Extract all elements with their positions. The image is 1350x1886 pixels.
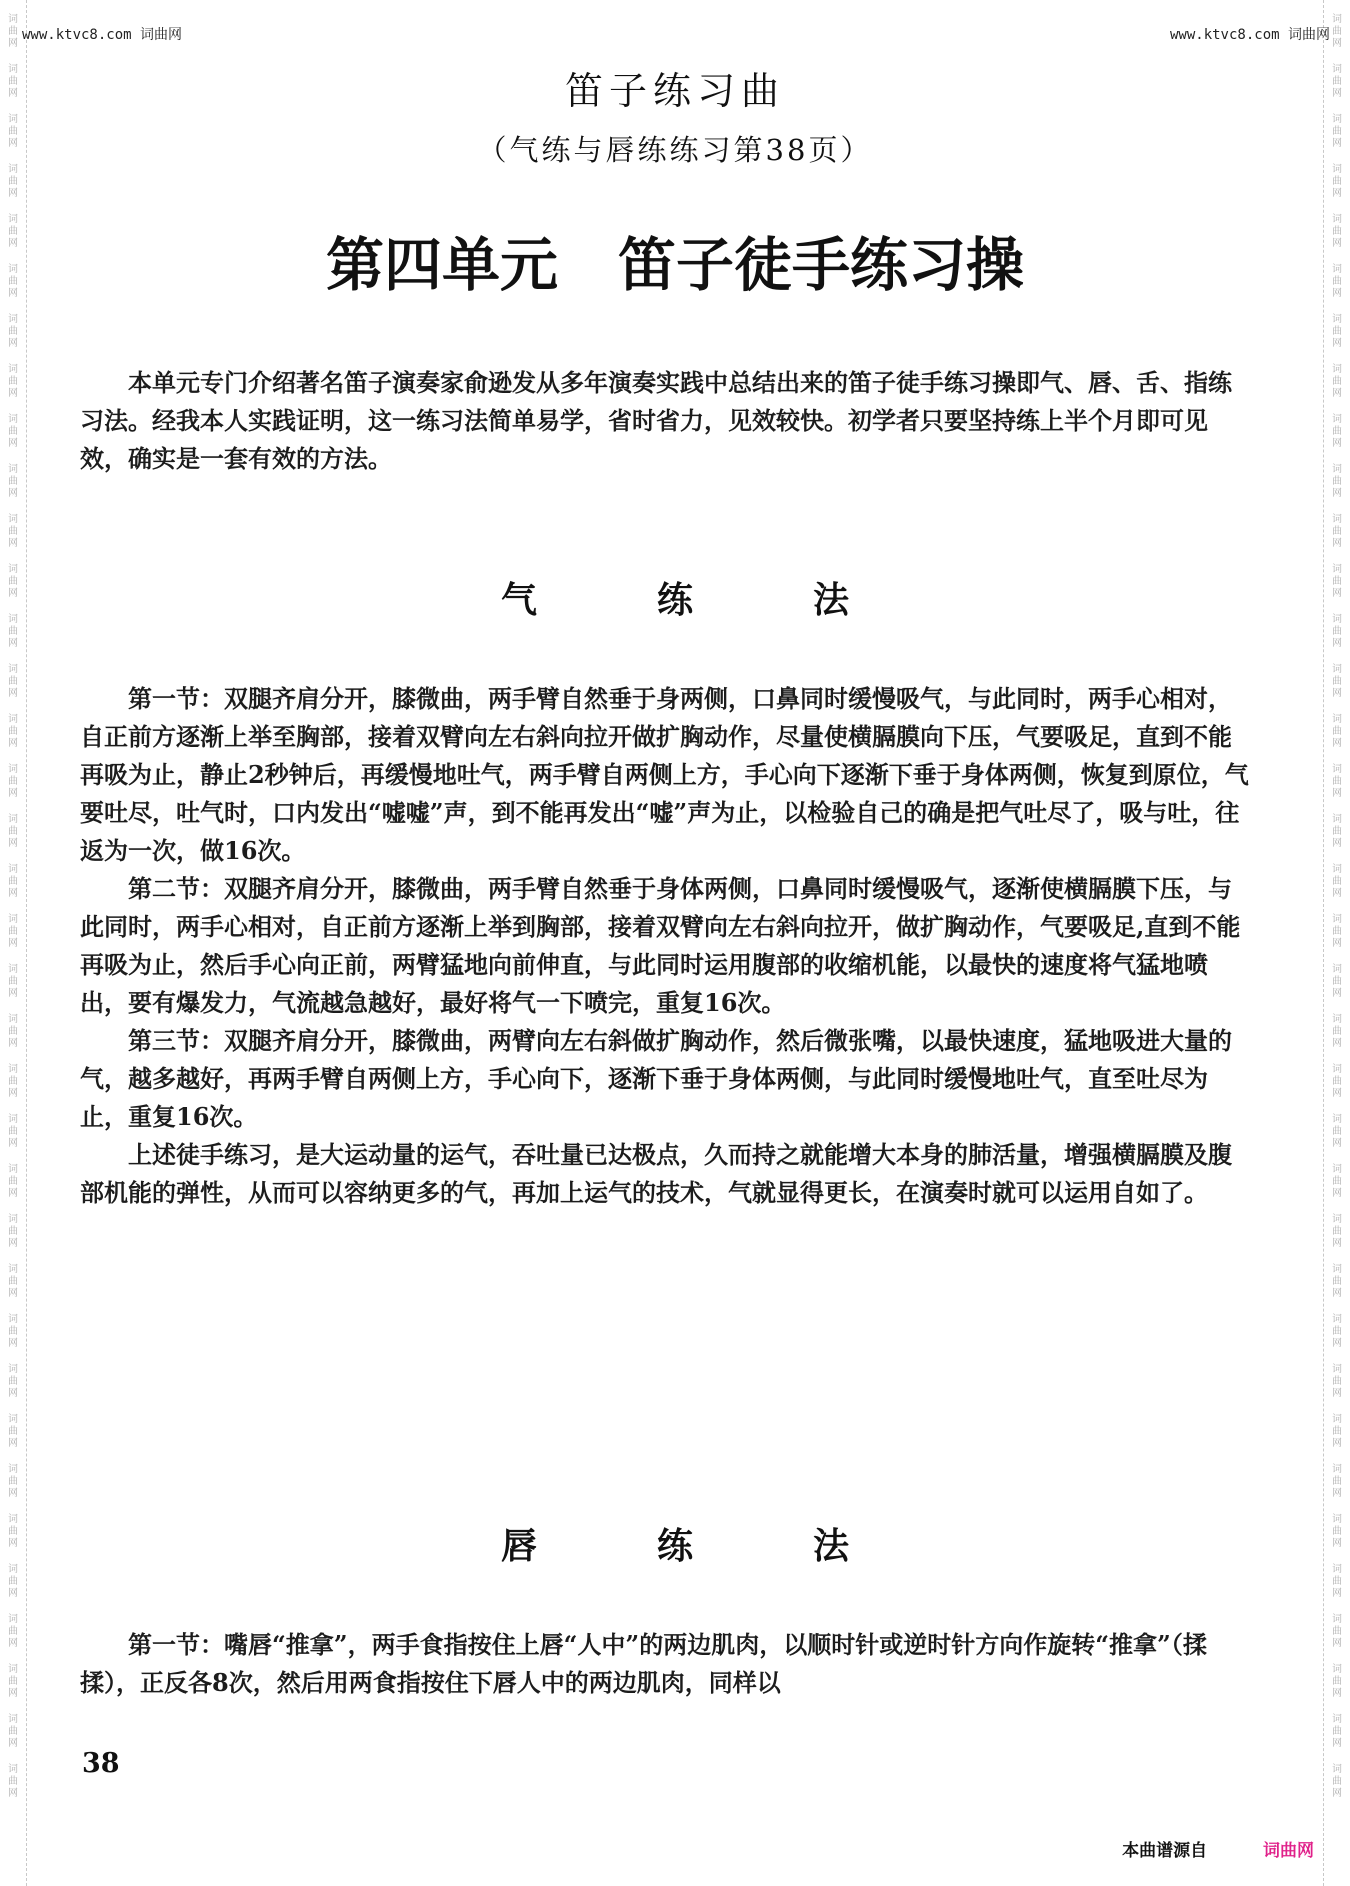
watermark-mark: 词 曲 网 xyxy=(8,564,18,599)
watermark-mark: 词 曲 网 xyxy=(8,1364,18,1399)
watermark-mark: 词 曲 网 xyxy=(1332,1714,1342,1749)
watermark-mark: 词 曲 网 xyxy=(8,1614,18,1649)
watermark-mark: 词 曲 网 xyxy=(1332,814,1342,849)
watermark-mark: 词 曲 网 xyxy=(8,1714,18,1749)
watermark-mark: 词 曲 网 xyxy=(8,1314,18,1349)
watermark-mark: 词 曲 网 xyxy=(1332,414,1342,449)
watermark-mark: 词 曲 网 xyxy=(8,514,18,549)
watermark-mark: 词 曲 网 xyxy=(1332,964,1342,999)
watermark-mark: 词 曲 网 xyxy=(1332,614,1342,649)
watermark-mark: 词 曲 网 xyxy=(8,1514,18,1549)
watermark-mark: 词 曲 网 xyxy=(1332,264,1342,299)
section-heading-lip: 唇练法 xyxy=(500,1525,969,1567)
watermark-mark: 词 曲 网 xyxy=(8,1564,18,1599)
watermark-mark: 词 曲 网 xyxy=(1332,714,1342,749)
watermark-mark: 词 曲 网 xyxy=(8,764,18,799)
watermark-mark: 词 曲 网 xyxy=(1332,1614,1342,1649)
watermark-mark: 词 曲 网 xyxy=(1332,1514,1342,1549)
watermark-mark: 词 曲 网 xyxy=(8,1414,18,1449)
watermark-mark: 词 曲 网 xyxy=(8,264,18,299)
watermark-mark: 词 曲 网 xyxy=(8,114,18,149)
header-watermark-left: www.ktvc8.com 词曲网 xyxy=(22,27,183,43)
unit-label: 第四单元 xyxy=(325,231,558,299)
paragraph: 第一节：嘴唇“推拿”，两手食指按住上唇“人中”的两边肌肉，以顺时针或逆时针方向作旋转“推拿”（揉揉），正反各8次，然后用两食指按住下唇人中的两边肌肉，同样以 xyxy=(80,1630,1207,1697)
section-heading-qi: 气练法 xyxy=(500,579,969,621)
watermark-mark: 词 曲 网 xyxy=(1332,1414,1342,1449)
watermark-mark: 词 曲 网 xyxy=(1332,1064,1342,1099)
watermark-mark: 词 曲 网 xyxy=(8,1464,18,1499)
watermark-mark: 词 曲 网 xyxy=(1332,164,1342,199)
paragraph: 上述徒手练习，是大运动量的运气，吞吐量已达极点，久而持之就能增大本身的肺活量，增强横膈膜及腹部机能的弹性，从而可以容纳更多的气，再加上运气的技术，气就显得更长，在演奏时就可以运用自如了。 xyxy=(80,1140,1232,1207)
footer-source xyxy=(1122,1836,1314,1861)
document-title: 笛子练习曲 xyxy=(564,69,785,113)
watermark-mark: 词 曲 网 xyxy=(1332,1764,1342,1799)
section-lip-body xyxy=(80,1626,1250,1702)
watermark-mark: 词 曲 网 xyxy=(1332,664,1342,699)
watermark-mark: 词 曲 网 xyxy=(8,414,18,449)
unit-title: 笛子徒手练习操 xyxy=(618,231,1025,299)
watermark-mark: 词 曲 网 xyxy=(8,14,18,49)
watermark-mark: 词 曲 网 xyxy=(1332,214,1342,249)
paragraph: 第一节：双腿齐肩分开，膝微曲，两手臂自然垂于身两侧，口鼻同时缓慢吸气，与此同时，两手心相对，自正前方逐渐上举至胸部，接着双臂向左右斜向拉开做扩胸动作，尽量使横膈膜向下压，气要吸足，直到不能再吸为止，静止2秒钟后，再缓慢地吐气，两手臂自两侧上方，手心向下逐渐下垂于身体两侧，恢复到原位，气要吐尽，吐气时，口内发出“嘘嘘”声，到不能再发出“嘘”声为止，以检验自己的确是把气吐尽了，吸与吐，往返为一次，做16次。 xyxy=(80,684,1249,865)
watermark-mark: 词 曲 网 xyxy=(8,1764,18,1799)
watermark-mark: 词 曲 网 xyxy=(1332,1564,1342,1599)
watermark-mark: 词 曲 网 xyxy=(1332,14,1342,49)
watermark-mark: 词 曲 网 xyxy=(1332,914,1342,949)
document-subtitle: （气练与唇练练习第38页） xyxy=(477,133,873,167)
watermark-mark: 词 曲 网 xyxy=(8,364,18,399)
watermark-mark: 词 曲 网 xyxy=(8,1214,18,1249)
watermark-mark: 词 曲 网 xyxy=(8,1164,18,1199)
watermark-mark: 词 曲 网 xyxy=(1332,1014,1342,1049)
watermark-mark: 词 曲 网 xyxy=(1332,564,1342,599)
intro-paragraph: 本单元专门介绍著名笛子演奏家俞逊发从多年演奏实践中总结出来的笛子徒手练习操即气、唇、舌、指练习法。经我本人实践证明，这一练习法简单易学，省时省力，见效较快。初学者只要坚持练上半个月即可见效，确实是一套有效的方法。 xyxy=(80,368,1232,473)
watermark-mark: 词 曲 网 xyxy=(8,1664,18,1699)
section-qi-body xyxy=(80,680,1250,1212)
watermark-mark: 词 曲 网 xyxy=(8,914,18,949)
watermark-mark: 词 曲 网 xyxy=(1332,114,1342,149)
watermark-mark: 词 曲 网 xyxy=(8,64,18,99)
watermark-mark: 词 曲 网 xyxy=(1332,1114,1342,1149)
watermark-mark: 词 曲 网 xyxy=(1332,1664,1342,1699)
watermark-mark: 词 曲 网 xyxy=(1332,314,1342,349)
watermark-mark: 词 曲 网 xyxy=(8,164,18,199)
watermark-mark: 词 曲 网 xyxy=(1332,1264,1342,1299)
footer-source-label: 本曲谱源自 xyxy=(1122,1841,1208,1861)
watermark-mark: 词 曲 网 xyxy=(1332,514,1342,549)
header-watermark-right: www.ktvc8.com 词曲网 xyxy=(1169,27,1330,43)
watermark-mark: 词 曲 网 xyxy=(8,464,18,499)
watermark-mark: 词 曲 网 xyxy=(1332,1164,1342,1199)
paragraph: 第三节：双腿齐肩分开，膝微曲，两臂向左右斜做扩胸动作，然后微张嘴，以最快速度，猛地吸进大量的气，越多越好，再两手臂自两侧上方，手心向下，逐渐下垂于身体两侧，与此同时缓慢地吐气，直至吐尽为止，重复16次。 xyxy=(80,1026,1232,1131)
watermark-mark: 词 曲 网 xyxy=(1332,64,1342,99)
watermark-mark: 词 曲 网 xyxy=(8,214,18,249)
unit-heading xyxy=(0,218,1350,302)
watermark-mark: 词 曲 网 xyxy=(1332,464,1342,499)
watermark-mark: 词 曲 网 xyxy=(8,964,18,999)
watermark-mark: 词 曲 网 xyxy=(8,864,18,899)
watermark-mark: 词 曲 网 xyxy=(8,314,18,349)
watermark-mark: 词 曲 网 xyxy=(8,714,18,749)
watermark-mark: 词 曲 网 xyxy=(8,1264,18,1299)
watermark-mark: 词 曲 网 xyxy=(1332,864,1342,899)
watermark-mark: 词 曲 网 xyxy=(1332,1364,1342,1399)
watermark-mark: 词 曲 网 xyxy=(8,614,18,649)
footer-brand-link[interactable]: 词曲网 xyxy=(1263,1841,1314,1861)
watermark-mark: 词 曲 网 xyxy=(8,1114,18,1149)
watermark-mark: 词 曲 网 xyxy=(1332,1464,1342,1499)
watermark-mark: 词 曲 网 xyxy=(1332,1214,1342,1249)
page-number: 38 xyxy=(82,1748,120,1779)
watermark-mark: 词 曲 网 xyxy=(8,664,18,699)
watermark-mark: 词 曲 网 xyxy=(1332,1314,1342,1349)
watermark-mark: 词 曲 网 xyxy=(8,1014,18,1049)
watermark-mark: 词 曲 网 xyxy=(1332,764,1342,799)
watermark-mark: 词 曲 网 xyxy=(8,1064,18,1099)
intro-block xyxy=(80,364,1250,478)
paragraph: 第二节：双腿齐肩分开，膝微曲，两手臂自然垂于身体两侧，口鼻同时缓慢吸气，逐渐使横膈膜下压，与此同时，两手心相对，自正前方逐渐上举到胸部，接着双臂向左右斜向拉开，做扩胸动作，气要吸足,直到不能再吸为止，然后手心向正前，两臂猛地向前伸直，与此同时运用腹部的收缩机能，以最快的速度将气猛地喷出，要有爆发力，气流越急越好，最好将气一下喷完，重复16次。 xyxy=(80,874,1241,1017)
watermark-mark: 词 曲 网 xyxy=(8,814,18,849)
watermark-mark: 词 曲 网 xyxy=(1332,364,1342,399)
